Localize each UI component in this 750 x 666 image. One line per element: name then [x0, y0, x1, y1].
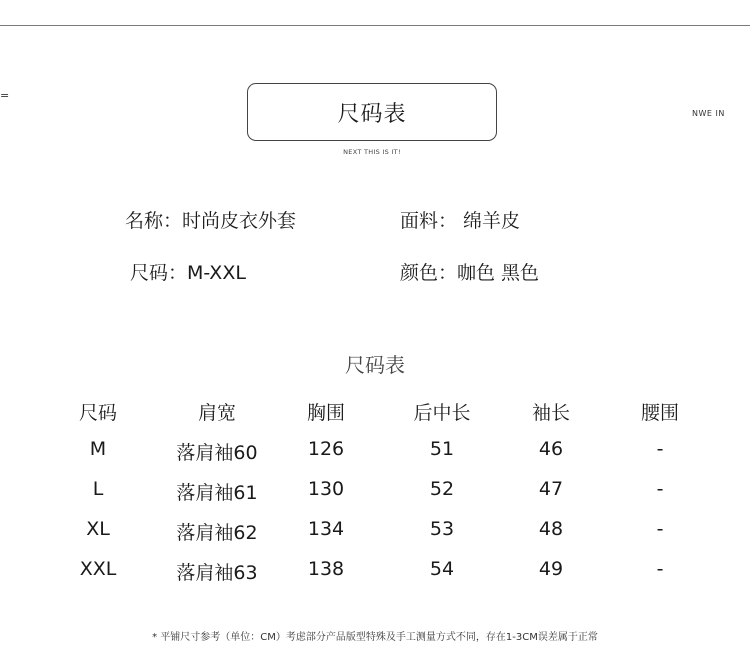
table-cell: 46 — [538, 438, 564, 460]
page-title: 尺码表 — [337, 101, 407, 127]
page-subtitle: NEXT THIS IS IT! — [343, 148, 401, 156]
table-cell: M — [89, 438, 107, 460]
table-cell: 落肩袖61 — [176, 482, 258, 504]
table-cell: 52 — [429, 478, 455, 500]
table-cell: XL — [86, 518, 110, 540]
brand-mark: NWE IN — [692, 109, 725, 118]
table-cell: 54 — [429, 558, 455, 580]
table-header-cell: 肩宽 — [197, 402, 236, 424]
footnote: * 平铺尺寸参考（单位：CM）考虑部分产品版型特殊及手工测量方式不同，存在1-3CM误差属于正常 — [152, 632, 598, 643]
size-chart-title-box — [247, 83, 497, 141]
table-cell: 53 — [429, 518, 455, 540]
table-cell: L — [92, 478, 104, 500]
product-material: 面料： 绵羊皮 — [400, 210, 521, 232]
table-cell: 138 — [307, 558, 345, 580]
table-header-cell: 胸围 — [306, 402, 345, 424]
table-cell: XXL — [79, 558, 117, 580]
table-cell: 130 — [307, 478, 345, 500]
table-cell: 51 — [429, 438, 455, 460]
table-header-cell: 尺码 — [78, 402, 117, 424]
table-title: 尺码表 — [345, 353, 405, 377]
table-cell: - — [656, 558, 664, 580]
left-menu-mark: = — [0, 89, 10, 102]
table-cell: 落肩袖63 — [176, 562, 258, 584]
table-cell: - — [656, 518, 664, 540]
table-cell: 47 — [538, 478, 564, 500]
product-size-range: 尺码：M-XXL — [130, 262, 246, 284]
table-cell: 134 — [307, 518, 345, 540]
table-cell: - — [656, 478, 664, 500]
table-cell: - — [656, 438, 664, 460]
table-header-cell: 袖长 — [531, 402, 570, 424]
table-cell: 48 — [538, 518, 564, 540]
product-name: 名称：时尚皮衣外套 — [125, 210, 297, 232]
table-cell: 49 — [538, 558, 564, 580]
table-cell: 126 — [307, 438, 345, 460]
table-header-cell: 后中长 — [413, 402, 471, 424]
top-divider — [0, 25, 750, 26]
table-cell: 落肩袖62 — [176, 522, 258, 544]
table-cell: 落肩袖60 — [176, 442, 258, 464]
product-color: 颜色：咖色 黑色 — [400, 262, 540, 284]
table-header-cell: 腰围 — [640, 402, 679, 424]
